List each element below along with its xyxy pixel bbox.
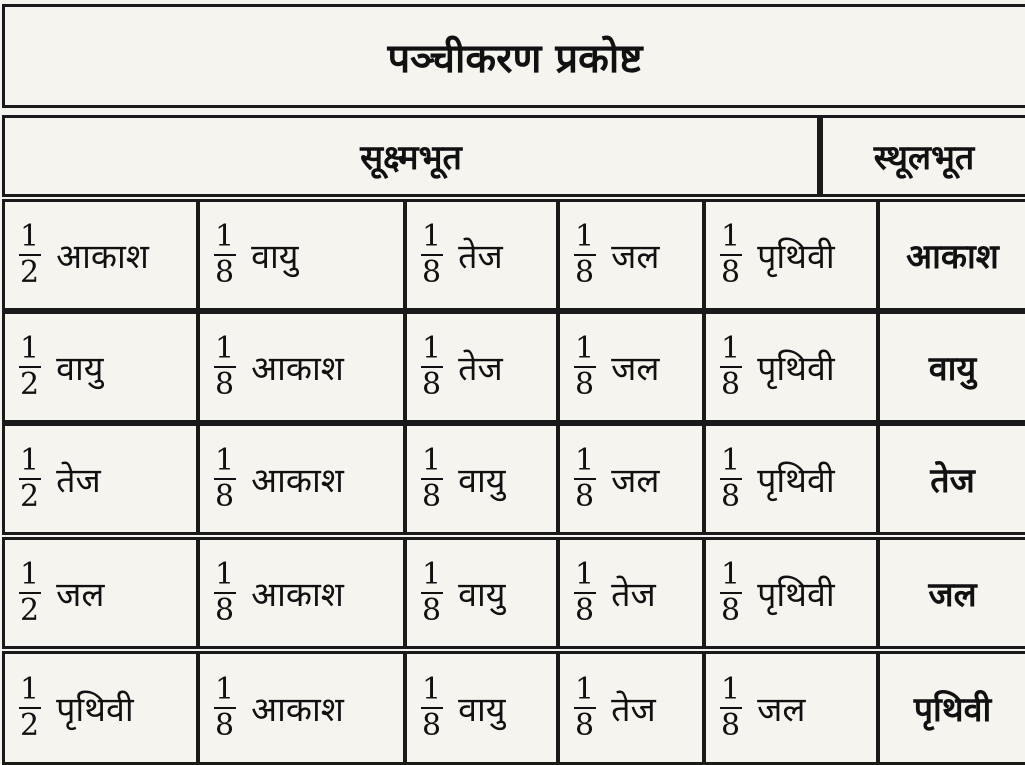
fraction-numerator: 1 xyxy=(721,219,741,254)
fraction-denominator: 8 xyxy=(422,367,442,402)
fraction-cell xyxy=(703,651,879,765)
fraction-cell xyxy=(404,423,559,535)
fraction-denominator: 8 xyxy=(215,479,235,514)
fraction-numerator: 1 xyxy=(422,331,442,366)
fraction xyxy=(17,331,42,402)
fraction-denominator: 8 xyxy=(721,593,741,628)
fraction xyxy=(17,443,42,514)
fraction xyxy=(17,557,42,628)
element-name: वायु xyxy=(251,237,299,277)
element-name: आकाश xyxy=(56,237,149,277)
fraction-denominator: 8 xyxy=(575,255,595,290)
fraction-denominator: 8 xyxy=(721,255,741,290)
fraction-denominator: 8 xyxy=(575,479,595,514)
element-name: तेज xyxy=(458,237,503,277)
fraction-denominator: 2 xyxy=(20,255,40,290)
fraction-denominator: 8 xyxy=(721,708,741,743)
element-name: जल xyxy=(757,690,806,730)
fraction-numerator: 1 xyxy=(20,557,40,592)
fraction-numerator: 1 xyxy=(721,557,741,592)
fraction-denominator: 8 xyxy=(215,367,235,402)
fraction xyxy=(718,443,743,514)
element-name: आकाश xyxy=(251,349,344,389)
fraction-denominator: 8 xyxy=(215,708,235,743)
fraction xyxy=(572,219,597,290)
fraction xyxy=(212,557,237,628)
gross-element-cell: जल xyxy=(877,537,1025,649)
fraction-cell xyxy=(2,423,199,535)
table-title: पञ्चीकरण प्रकोष्ट xyxy=(2,4,1025,108)
fraction-numerator: 1 xyxy=(575,219,595,254)
fraction-cell xyxy=(197,651,406,765)
element-name: जल xyxy=(611,349,660,389)
fraction-numerator: 1 xyxy=(422,557,442,592)
fraction-denominator: 8 xyxy=(575,593,595,628)
fraction-cell xyxy=(2,199,199,311)
fraction xyxy=(212,443,237,514)
fraction-numerator: 1 xyxy=(422,672,442,707)
fraction-numerator: 1 xyxy=(215,219,235,254)
element-name: आकाश xyxy=(251,575,344,615)
fraction-cell xyxy=(703,537,879,649)
fraction xyxy=(572,672,597,743)
element-name: जल xyxy=(611,237,660,277)
fraction-denominator: 8 xyxy=(575,708,595,743)
fraction xyxy=(718,331,743,402)
fraction-cell xyxy=(557,423,705,535)
fraction xyxy=(212,672,237,743)
fraction-denominator: 8 xyxy=(422,593,442,628)
fraction-cell xyxy=(197,311,406,423)
element-name: वायु xyxy=(458,461,506,501)
gross-element-cell: पृथिवी xyxy=(877,651,1025,765)
element-name: पृथिवी xyxy=(757,575,835,615)
element-name: आकाश xyxy=(251,690,344,730)
fraction-denominator: 8 xyxy=(721,479,741,514)
fraction-cell xyxy=(703,423,879,535)
fraction xyxy=(572,443,597,514)
fraction xyxy=(212,331,237,402)
fraction xyxy=(419,219,444,290)
fraction-denominator: 8 xyxy=(215,255,235,290)
fraction-numerator: 1 xyxy=(575,557,595,592)
fraction-numerator: 1 xyxy=(215,443,235,478)
fraction xyxy=(419,672,444,743)
fraction-cell xyxy=(197,423,406,535)
element-name: वायु xyxy=(56,349,104,389)
fraction-denominator: 2 xyxy=(20,708,40,743)
element-name: पृथिवी xyxy=(757,349,835,389)
gross-elements-header: स्थूलभूत xyxy=(820,115,1025,197)
element-name: पृथिवी xyxy=(757,237,835,277)
gross-element-cell: वायु xyxy=(877,311,1025,423)
fraction-numerator: 1 xyxy=(721,443,741,478)
fraction xyxy=(419,443,444,514)
fraction-numerator: 1 xyxy=(575,331,595,366)
element-name: तेज xyxy=(611,690,656,730)
fraction-cell xyxy=(557,537,705,649)
fraction-numerator: 1 xyxy=(20,672,40,707)
fraction-numerator: 1 xyxy=(215,672,235,707)
element-name: वायु xyxy=(458,690,506,730)
element-name: पृथिवी xyxy=(56,690,134,730)
fraction-numerator: 1 xyxy=(20,331,40,366)
element-name: जल xyxy=(56,575,105,615)
fraction-cell xyxy=(404,199,559,311)
fraction-cell xyxy=(404,311,559,423)
element-name: तेज xyxy=(56,461,101,501)
fraction-numerator: 1 xyxy=(721,672,741,707)
fraction-numerator: 1 xyxy=(20,219,40,254)
fraction-numerator: 1 xyxy=(422,219,442,254)
fraction-denominator: 8 xyxy=(422,479,442,514)
fraction-cell xyxy=(2,537,199,649)
element-name: वायु xyxy=(458,575,506,615)
fraction-cell xyxy=(197,199,406,311)
fraction-numerator: 1 xyxy=(422,443,442,478)
fraction-numerator: 1 xyxy=(20,443,40,478)
fraction-cell xyxy=(404,651,559,765)
fraction-numerator: 1 xyxy=(575,443,595,478)
fraction-denominator: 8 xyxy=(422,708,442,743)
fraction xyxy=(17,672,42,743)
fraction xyxy=(572,557,597,628)
fraction-cell xyxy=(557,651,705,765)
fraction-cell xyxy=(557,311,705,423)
fraction-cell xyxy=(2,651,199,765)
element-name: तेज xyxy=(458,349,503,389)
fraction-denominator: 8 xyxy=(721,367,741,402)
fraction-numerator: 1 xyxy=(215,557,235,592)
fraction xyxy=(419,331,444,402)
fraction-numerator: 1 xyxy=(721,331,741,366)
gross-element-cell: तेज xyxy=(877,423,1025,535)
fraction xyxy=(212,219,237,290)
fraction-cell xyxy=(703,199,879,311)
fraction-cell xyxy=(2,311,199,423)
fraction-denominator: 2 xyxy=(20,479,40,514)
element-name: आकाश xyxy=(251,461,344,501)
fraction xyxy=(718,557,743,628)
fraction-cell xyxy=(703,311,879,423)
fraction-cell xyxy=(557,199,705,311)
fraction-denominator: 8 xyxy=(422,255,442,290)
fraction xyxy=(718,672,743,743)
fraction xyxy=(572,331,597,402)
fraction-numerator: 1 xyxy=(215,331,235,366)
fraction-cell xyxy=(197,537,406,649)
fraction-numerator: 1 xyxy=(575,672,595,707)
element-name: पृथिवी xyxy=(757,461,835,501)
fraction xyxy=(718,219,743,290)
fraction-denominator: 8 xyxy=(215,593,235,628)
subtle-elements-header: सूक्ष्मभूत xyxy=(2,115,820,197)
fraction xyxy=(419,557,444,628)
fraction-cell xyxy=(404,537,559,649)
element-name: तेज xyxy=(611,575,656,615)
gross-element-cell: आकाश xyxy=(877,199,1025,311)
fraction-denominator: 8 xyxy=(575,367,595,402)
fraction-denominator: 2 xyxy=(20,593,40,628)
fraction-denominator: 2 xyxy=(20,367,40,402)
element-name: जल xyxy=(611,461,660,501)
fraction xyxy=(17,219,42,290)
